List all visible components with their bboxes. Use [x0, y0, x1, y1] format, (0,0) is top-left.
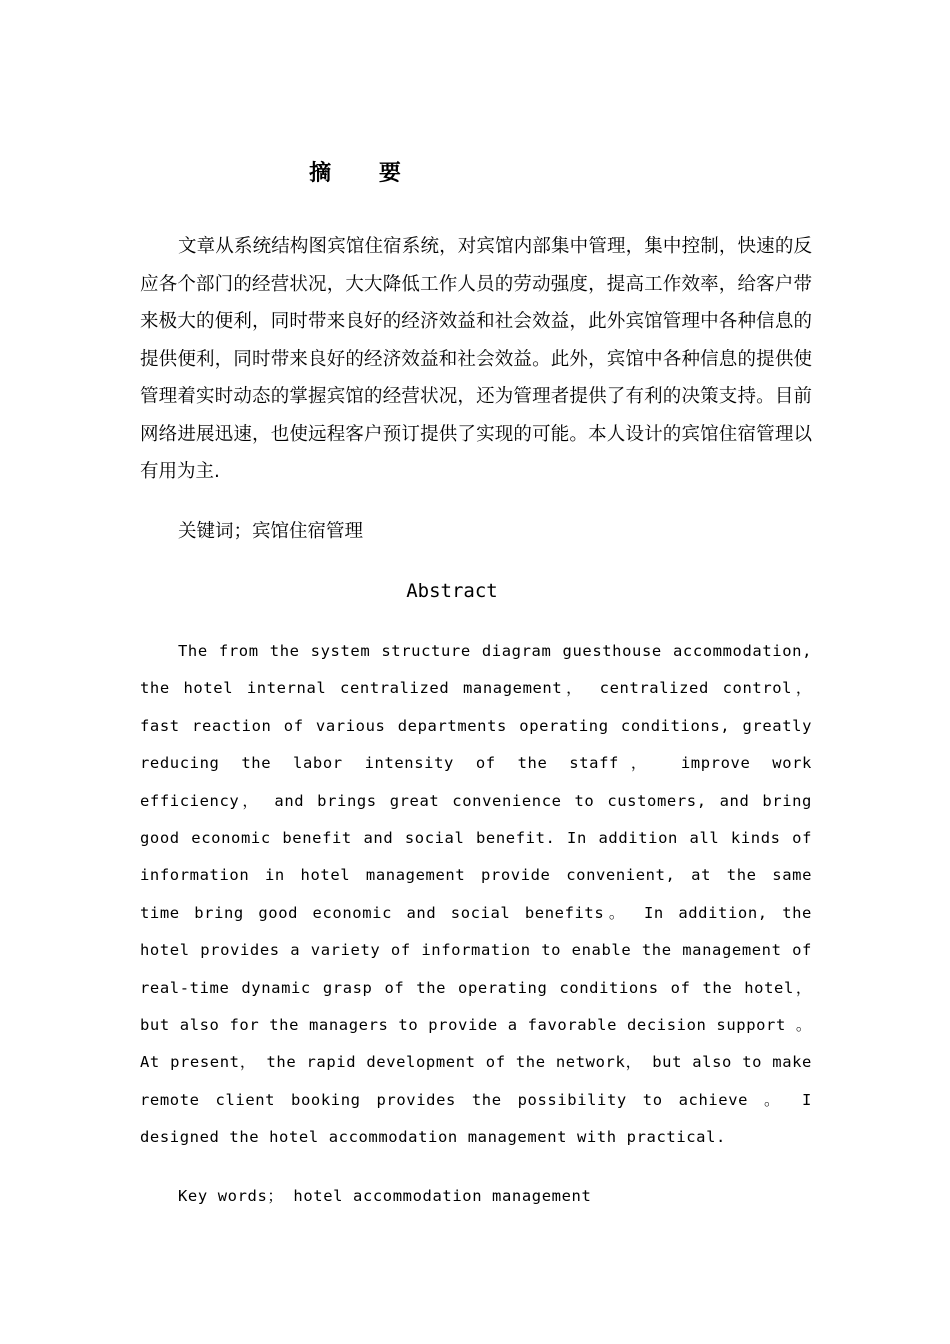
chinese-keywords: 关键词；宾馆住宿管理 [178, 521, 364, 542]
chinese-abstract-body: 文章从系统结构图宾馆住宿系统，对宾馆内部集中管理，集中控制，快速的反应各个部门的经营状况，大大降低工作人员的劳动强度，提高工作效率，给客户带来极大的便利，同时带来良好的经济效益和社会效益，此外宾馆管理中各种信息的提供便利，同时带来良好的经济效益和社会效益。此外，宾馆中各种信息的提供使管理着实时动态的掌握宾馆的经营状况，还为管理者提供了有利的决策支持。目前网络进展迅速，也使远程客户预订提供了实现的可能。本人设计的宾馆住宿管理以有用为主. [140, 236, 812, 482]
english-keywords: Key words； hotel accommodation management [178, 1187, 592, 1205]
english-abstract-title: Abstract [406, 580, 498, 602]
chinese-abstract-title: 摘 要 [309, 161, 421, 186]
english-abstract-body: The from the system structure diagram guesthouse accommodation, the hotel internal centralized management， centralized control， fast reaction of various departments operating conditions, greatly reducing the labor intensity of the staff， improve work efficiency， and brings great convenience to customers, and bring good economic benefit and social benefit. In addition all kinds of information in hotel management provide convenient, at the same time bring good economic and social benefits。 In addition, the hotel provides a variety of information to enable the management of real-time dynamic grasp of the operating conditions of the hotel， but also for the managers to provide a favorable decision support 。 At present， the rapid development of the network， but also to make remote client booking provides the possibility to achieve 。 I designed the hotel accommodation management with practical. [140, 642, 812, 1147]
